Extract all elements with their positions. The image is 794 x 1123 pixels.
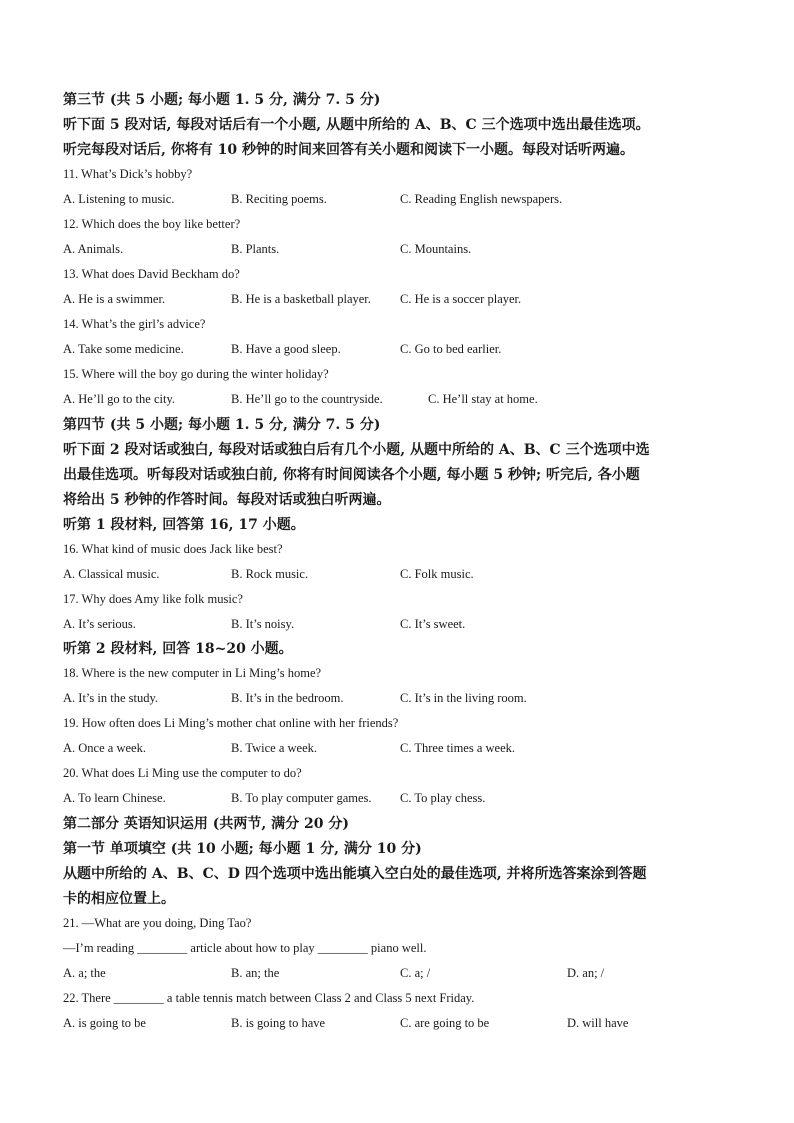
question-14-option-b: B. Have a good sleep. — [231, 342, 341, 356]
question-14-option-a: A. Take some medicine. — [63, 342, 184, 356]
question-12-option-b: B. Plants. — [231, 242, 280, 256]
question-13-stem: 13. What does David Beckham do? — [63, 267, 240, 281]
question-16-stem: 16. What kind of music does Jack like best? — [63, 542, 283, 556]
question-12-option-a: A. Animals. — [63, 242, 124, 256]
question-15-option-c: C. He’ll stay at home. — [428, 392, 538, 406]
question-17-option-a: A. It’s serious. — [63, 617, 136, 631]
section3-instruction-1: 听下面 5 段对话, 每段对话后有一个小题, 从题中所给的 A、B、C 三个选项中选出最佳选项。 — [63, 117, 650, 133]
question-22-option-d: D. will have — [567, 1016, 629, 1030]
section4-title: 第四节 (共 5 小题; 每小题 1. 5 分, 满分 7. 5 分) — [63, 417, 381, 433]
question-19-option-b: B. Twice a week. — [231, 741, 318, 755]
question-14-option-c: C. Go to bed earlier. — [400, 342, 502, 356]
part2-instruction-2: 卡的相应位置上。 — [63, 891, 175, 907]
question-20-option-c: C. To play chess. — [400, 791, 486, 805]
question-13-option-b: B. He is a basketball player. — [231, 292, 371, 306]
question-17-option-b: B. It’s noisy. — [231, 617, 295, 631]
section3-instruction-2: 听完每段对话后, 你将有 10 秒钟的时间来回答有关小题和阅读下一小题。每段对话听两遍。 — [63, 142, 634, 158]
question-11-option-c: C. Reading English newspapers. — [400, 192, 563, 206]
question-15-option-a: A. He’ll go to the city. — [63, 392, 176, 406]
question-20-stem: 20. What does Li Ming use the computer to do? — [63, 766, 302, 780]
question-21-option-b: B. an; the — [231, 966, 280, 980]
question-15-stem: 15. Where will the boy go during the winter holiday? — [63, 367, 329, 381]
question-11-stem: 11. What’s Dick’s hobby? — [63, 167, 193, 181]
material-1-heading: 听第 1 段材料, 回答第 16, 17 小题。 — [63, 517, 305, 533]
question-16-option-c: C. Folk music. — [400, 567, 474, 581]
part2-title: 第二部分 英语知识运用 (共两节, 满分 20 分) — [63, 816, 349, 832]
question-22-option-b: B. is going to have — [231, 1016, 326, 1030]
question-19-option-a: A. Once a week. — [63, 741, 146, 755]
question-22-option-c: C. are going to be — [400, 1016, 490, 1030]
question-21-option-a: A. a; the — [63, 966, 106, 980]
question-12-option-c: C. Mountains. — [400, 242, 472, 256]
material-2-heading: 听第 2 段材料, 回答 18~20 小题。 — [63, 641, 293, 657]
question-22-option-a: A. is going to be — [63, 1016, 146, 1030]
question-21-option-d: D. an; / — [567, 966, 605, 980]
question-15-option-b: B. He’ll go to the countryside. — [231, 392, 383, 406]
question-18-option-c: C. It’s in the living room. — [400, 691, 527, 705]
question-18-option-b: B. It’s in the bedroom. — [231, 691, 344, 705]
question-21-option-c: C. a; / — [400, 966, 431, 980]
question-16-option-a: A. Classical music. — [63, 567, 160, 581]
section3-title: 第三节 (共 5 小题; 每小题 1. 5 分, 满分 7. 5 分) — [63, 92, 381, 108]
question-18-option-a: A. It’s in the study. — [63, 691, 159, 705]
question-19-stem: 19. How often does Li Ming’s mother chat online with her friends? — [63, 716, 399, 730]
question-11-option-b: B. Reciting poems. — [231, 192, 327, 206]
question-20-option-b: B. To play computer games. — [231, 791, 372, 805]
question-13-option-a: A. He is a swimmer. — [63, 292, 166, 306]
question-13-option-c: C. He is a soccer player. — [400, 292, 522, 306]
question-22-stem: 22. There ________ a table tennis match between Class 2 and Class 5 next Friday. — [63, 991, 475, 1005]
section4-instruction-3: 将给出 5 秒钟的作答时间。每段对话或独白听两遍。 — [63, 492, 391, 508]
question-20-option-a: A. To learn Chinese. — [63, 791, 166, 805]
question-17-option-c: C. It’s sweet. — [400, 617, 466, 631]
question-16-option-b: B. Rock music. — [231, 567, 309, 581]
question-12-stem: 12. Which does the boy like better? — [63, 217, 241, 231]
question-21-stem-line-2: —I’m reading ________ article about how to play ________ piano well. — [63, 941, 427, 955]
question-19-option-c: C. Three times a week. — [400, 741, 516, 755]
section4-instruction-1: 听下面 2 段对话或独白, 每段对话或独白后有几个小题, 从题中所给的 A、B、C 三个选项中选 — [63, 442, 650, 458]
section4-instruction-2: 出最佳选项。听每段对话或独白前, 你将有时间阅读各个小题, 每小题 5 秒钟; 听完后, 各小题 — [63, 467, 640, 483]
part2-instruction-1: 从题中所给的 A、B、C、D 四个选项中选出能填入空白处的最佳选项, 并将所选答案涂到答题 — [63, 866, 647, 882]
question-18-stem: 18. Where is the new computer in Li Ming’s home? — [63, 666, 322, 680]
question-17-stem: 17. Why does Amy like folk music? — [63, 592, 243, 606]
part2-section1-title: 第一节 单项填空 (共 10 小题; 每小题 1 分, 满分 10 分) — [63, 841, 422, 857]
question-11-option-a: A. Listening to music. — [63, 192, 175, 206]
question-21-stem-line-1: 21. —What are you doing, Ding Tao? — [63, 916, 252, 930]
question-14-stem: 14. What’s the girl’s advice? — [63, 317, 206, 331]
